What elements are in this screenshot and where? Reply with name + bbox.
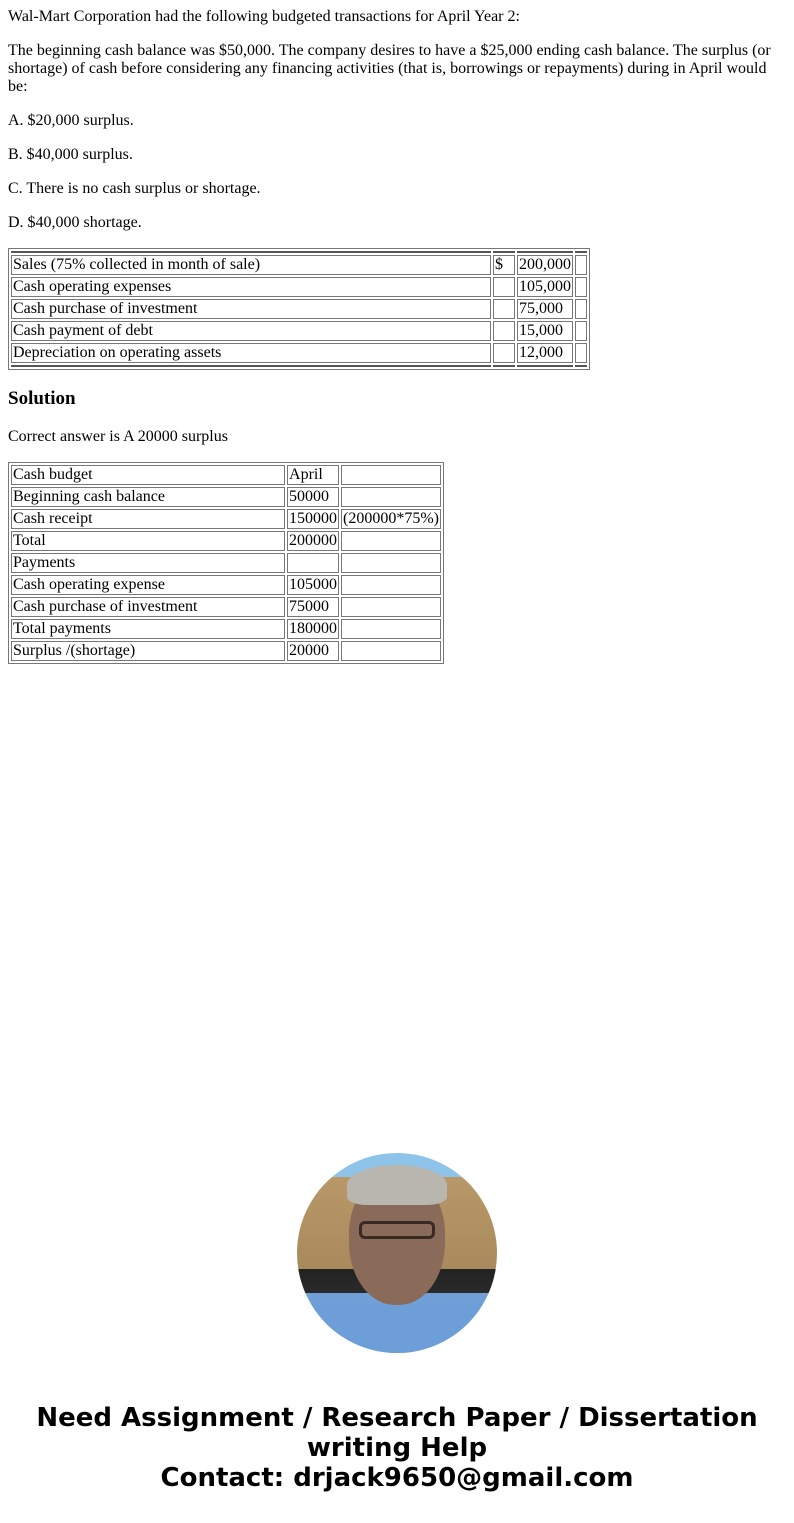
spacer-row: [11, 251, 587, 253]
transaction-currency: [493, 321, 515, 341]
empty-cell: [575, 299, 587, 319]
transaction-label: Sales (75% collected in month of sale): [11, 255, 491, 275]
empty-cell: [575, 277, 587, 297]
budget-note: [341, 531, 441, 551]
budget-label: Payments: [11, 553, 285, 573]
budget-row: [11, 465, 441, 485]
spacer-row: [11, 365, 587, 367]
transaction-amount: 105,000: [519, 278, 571, 295]
transaction-currency: [493, 343, 515, 363]
empty-cell: [575, 255, 587, 275]
budget-label: Total: [11, 531, 285, 551]
transaction-amount: 200,000: [519, 256, 571, 273]
transaction-currency: $: [493, 255, 515, 275]
budget-row: [11, 553, 441, 573]
transaction-amount: 15,000: [517, 321, 573, 341]
avatar-shirt: [297, 1303, 497, 1353]
empty-cell: [575, 321, 587, 341]
transaction-currency: [493, 277, 515, 297]
promo-contact: Contact: drjack9650@gmail.com: [160, 1463, 634, 1493]
budget-note: [341, 553, 441, 573]
promo-footer: [0, 1403, 794, 1493]
solution-heading: Solution: [8, 388, 76, 409]
cash-budget-table: [8, 462, 444, 664]
budget-value: 200000: [289, 532, 338, 549]
budget-note: [341, 465, 441, 485]
budget-row: [11, 575, 441, 595]
transaction-amount: 12,000: [517, 343, 573, 363]
option-c: C. There is no cash surplus or shortage.: [8, 180, 261, 197]
budget-note: (200000*75%): [343, 510, 439, 527]
transaction-label: Cash purchase of investment: [11, 299, 491, 319]
solution-answer: Correct answer is A 20000 surplus: [8, 428, 228, 445]
option-b: B. $40,000 surplus.: [8, 146, 133, 163]
transaction-label: Cash payment of debt: [11, 321, 491, 341]
budget-row: [11, 597, 441, 617]
budget-value: 105000: [289, 576, 338, 593]
question-intro: Wal-Mart Corporation had the following budgeted transactions for April Year 2:: [8, 8, 520, 25]
budget-note: [341, 575, 441, 595]
budget-row: [11, 641, 441, 661]
transaction-row: [11, 343, 587, 363]
budget-value: [287, 553, 339, 573]
budget-label: Surplus /(shortage): [11, 641, 285, 661]
transaction-label: Cash operating expenses: [11, 277, 491, 297]
budget-row: [11, 487, 441, 507]
author-avatar: [297, 1153, 497, 1353]
budget-value: 180000: [289, 620, 338, 637]
budget-note: [341, 641, 441, 661]
transaction-currency: [493, 299, 515, 319]
budget-value: 20000: [287, 641, 339, 661]
promo-line-1: Need Assignment / Research Paper / Dissertation writing Help: [36, 1403, 758, 1463]
avatar-glasses: [359, 1221, 435, 1239]
transaction-row: [11, 299, 587, 319]
budget-label: Beginning cash balance: [11, 487, 285, 507]
budget-note: [341, 619, 441, 639]
transaction-amount: 75,000: [517, 299, 573, 319]
budget-label: Total payments: [11, 619, 285, 639]
budget-row: [11, 531, 441, 551]
budget-note: [341, 597, 441, 617]
option-a: A. $20,000 surplus.: [8, 112, 134, 129]
budget-value: 150000: [289, 510, 338, 527]
avatar-hair: [347, 1165, 447, 1205]
transaction-row: [11, 277, 587, 297]
budget-label: Cash receipt: [11, 509, 285, 529]
budget-value: April: [287, 465, 339, 485]
budget-label: Cash purchase of investment: [11, 597, 285, 617]
transaction-label: Depreciation on operating assets: [11, 343, 491, 363]
transaction-row: [11, 321, 587, 341]
budget-value: 50000: [287, 487, 339, 507]
transaction-row: [11, 255, 587, 275]
budget-label: Cash budget: [11, 465, 285, 485]
budget-row: [11, 509, 441, 529]
budget-label: Cash operating expense: [11, 575, 285, 595]
option-d: D. $40,000 shortage.: [8, 214, 142, 231]
budget-row: [11, 619, 441, 639]
transactions-table: [8, 248, 590, 370]
budget-note: [341, 487, 441, 507]
question-body: The beginning cash balance was $50,000. The company desires to have a $25,000 ending cash balance. The surplus (or shortage) of cash before considering any financing activities (that is, borrowings or repayments) during in April would be:: [8, 42, 771, 95]
budget-value: 75000: [287, 597, 339, 617]
empty-cell: [575, 343, 587, 363]
